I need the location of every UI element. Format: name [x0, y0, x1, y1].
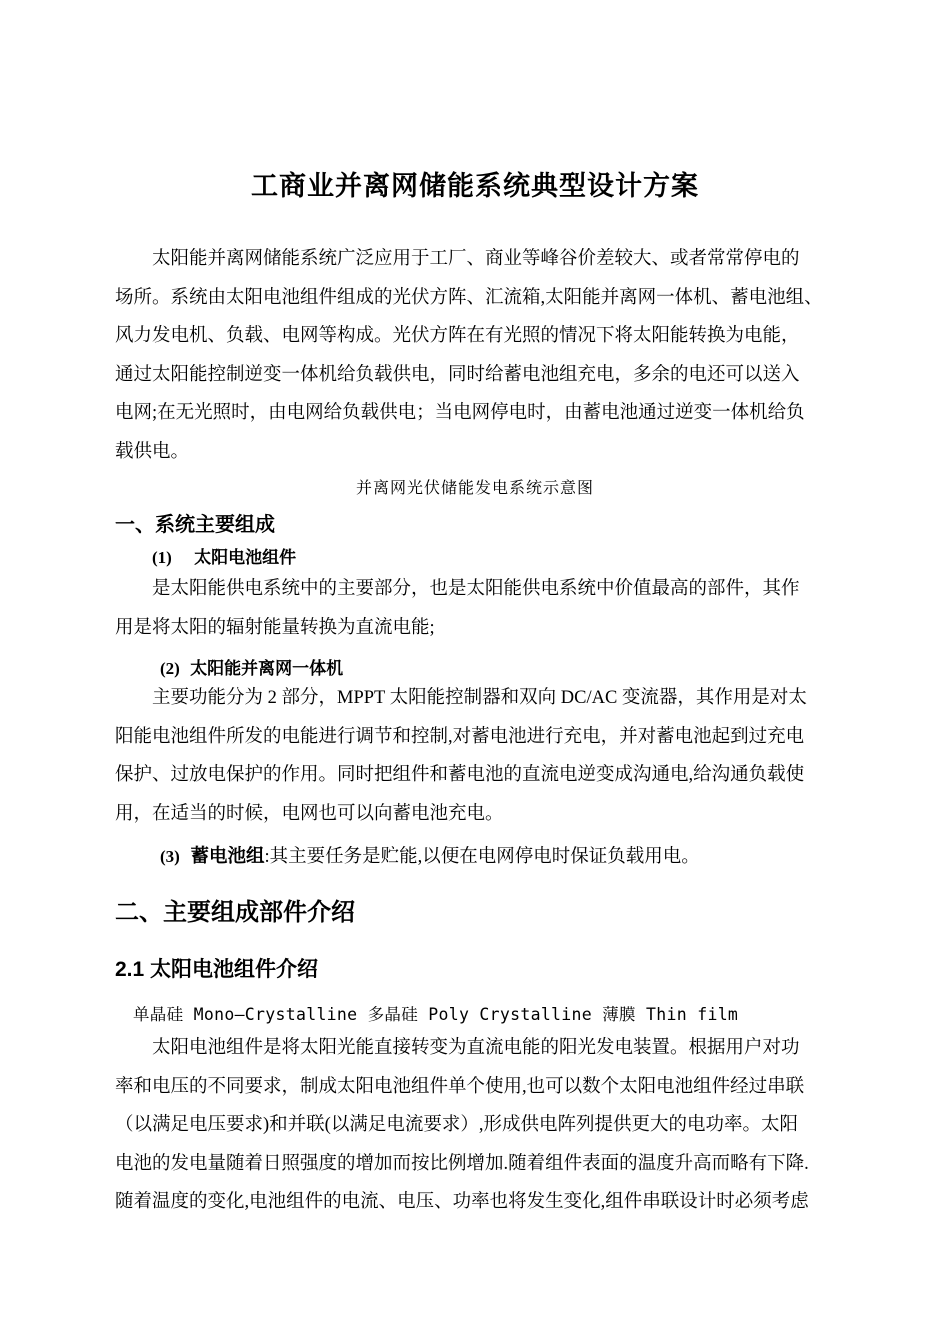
- intro-line: 通过太阳能控制逆变一体机给负载供电，同时给蓄电池组充电，多余的电还可以送入: [115, 364, 800, 385]
- intro-line: 风力发电机、负载、电网等构成。光伏方阵在有光照的情况下将太阳能转换为电能，: [115, 326, 800, 347]
- section2-1-line: 电池的发电量随着日照强度的增加而按比例增加.随着组件表面的温度升高而略有下降.: [115, 1153, 809, 1174]
- item3-line: [160, 842, 882, 868]
- item3-label: 蓄电池组: [190, 847, 265, 867]
- intro-line: 太阳能并离网储能系统广泛应用于工厂、商业等峰谷价差较大、或者常常停电的: [152, 249, 800, 269]
- item3-number: (3): [160, 847, 180, 866]
- intro-line: 场所。系统由太阳电池组件组成的光伏方阵、汇流箱,太阳能并离网一体机、蓄电池组、: [115, 287, 823, 308]
- item2-line: 用，在适当的时候，电网也可以向蓄电池充电。: [115, 803, 504, 824]
- item2-label: 太阳能并离网一体机: [190, 659, 344, 678]
- document-title: 工商业并离网储能系统典型设计方案: [251, 171, 699, 201]
- item1-line: 用是将太阳的辐射能量转换为直流电能;: [115, 617, 435, 638]
- section2-1-line: （以满足电压要求)和并联(以满足电流要求）,形成供电阵列提供更大的电功率。太阳: [115, 1115, 798, 1136]
- item1-paragraph: [115, 570, 837, 647]
- item2-paragraph: [115, 679, 837, 833]
- item1-heading: [152, 543, 296, 568]
- item1-label: 太阳电池组件: [194, 548, 297, 567]
- item1-number: (1): [152, 548, 172, 567]
- section2-1-heading: 2.1 太阳电池组件介绍: [115, 958, 319, 981]
- section1-heading: 一、系统主要组成: [115, 514, 275, 536]
- section2-1-line: 随着温度的变化,电池组件的电流、电压、功率也将发生变化,组件串联设计时必须考虑: [115, 1192, 809, 1213]
- item1-line: 是太阳能供电系统中的主要部分，也是太阳能供电系统中价值最高的部件，其作: [152, 579, 800, 599]
- item2-heading: [160, 654, 343, 679]
- item2-line: 主要功能分为 2 部分，MPPT 太阳能控制器和双向 DC/AC 变流器，其作用是对太: [152, 688, 807, 708]
- materials-line: 单晶硅 Mono—Crystalline 多晶硅 Poly Crystalline 薄膜 Thin film: [133, 1005, 739, 1024]
- intro-paragraph: [115, 240, 837, 472]
- intro-line: 电网;在无光照时，由电网给负载供电；当电网停电时，由蓄电池通过逆变一体机给负: [115, 403, 805, 424]
- item2-number: (2): [160, 659, 180, 678]
- section2-1-paragraph: [115, 1029, 837, 1222]
- item3-text: :其主要任务是贮能,以便在电网停电时保证负载用电。: [264, 847, 700, 867]
- figure-caption: 并离网光伏储能发电系统示意图: [355, 478, 594, 497]
- section2-1-line: 率和电压的不同要求，制成太阳电池组件单个使用,也可以数个太阳电池组件经过串联: [115, 1076, 805, 1097]
- section2-heading: 二、主要组成部件介绍: [115, 900, 355, 926]
- intro-line: 载供电。: [115, 441, 190, 462]
- item2-line: 阳能电池组件所发的电能进行调节和控制,对蓄电池进行充电，并对蓄电池起到过充电: [115, 726, 805, 747]
- item2-line: 保护、过放电保护的作用。同时把组件和蓄电池的直流电逆变成沟通电,给沟通负载使: [115, 765, 805, 786]
- section2-1-line: 太阳电池组件是将太阳光能直接转变为直流电能的阳光发电装置。根据用户对功: [152, 1038, 800, 1058]
